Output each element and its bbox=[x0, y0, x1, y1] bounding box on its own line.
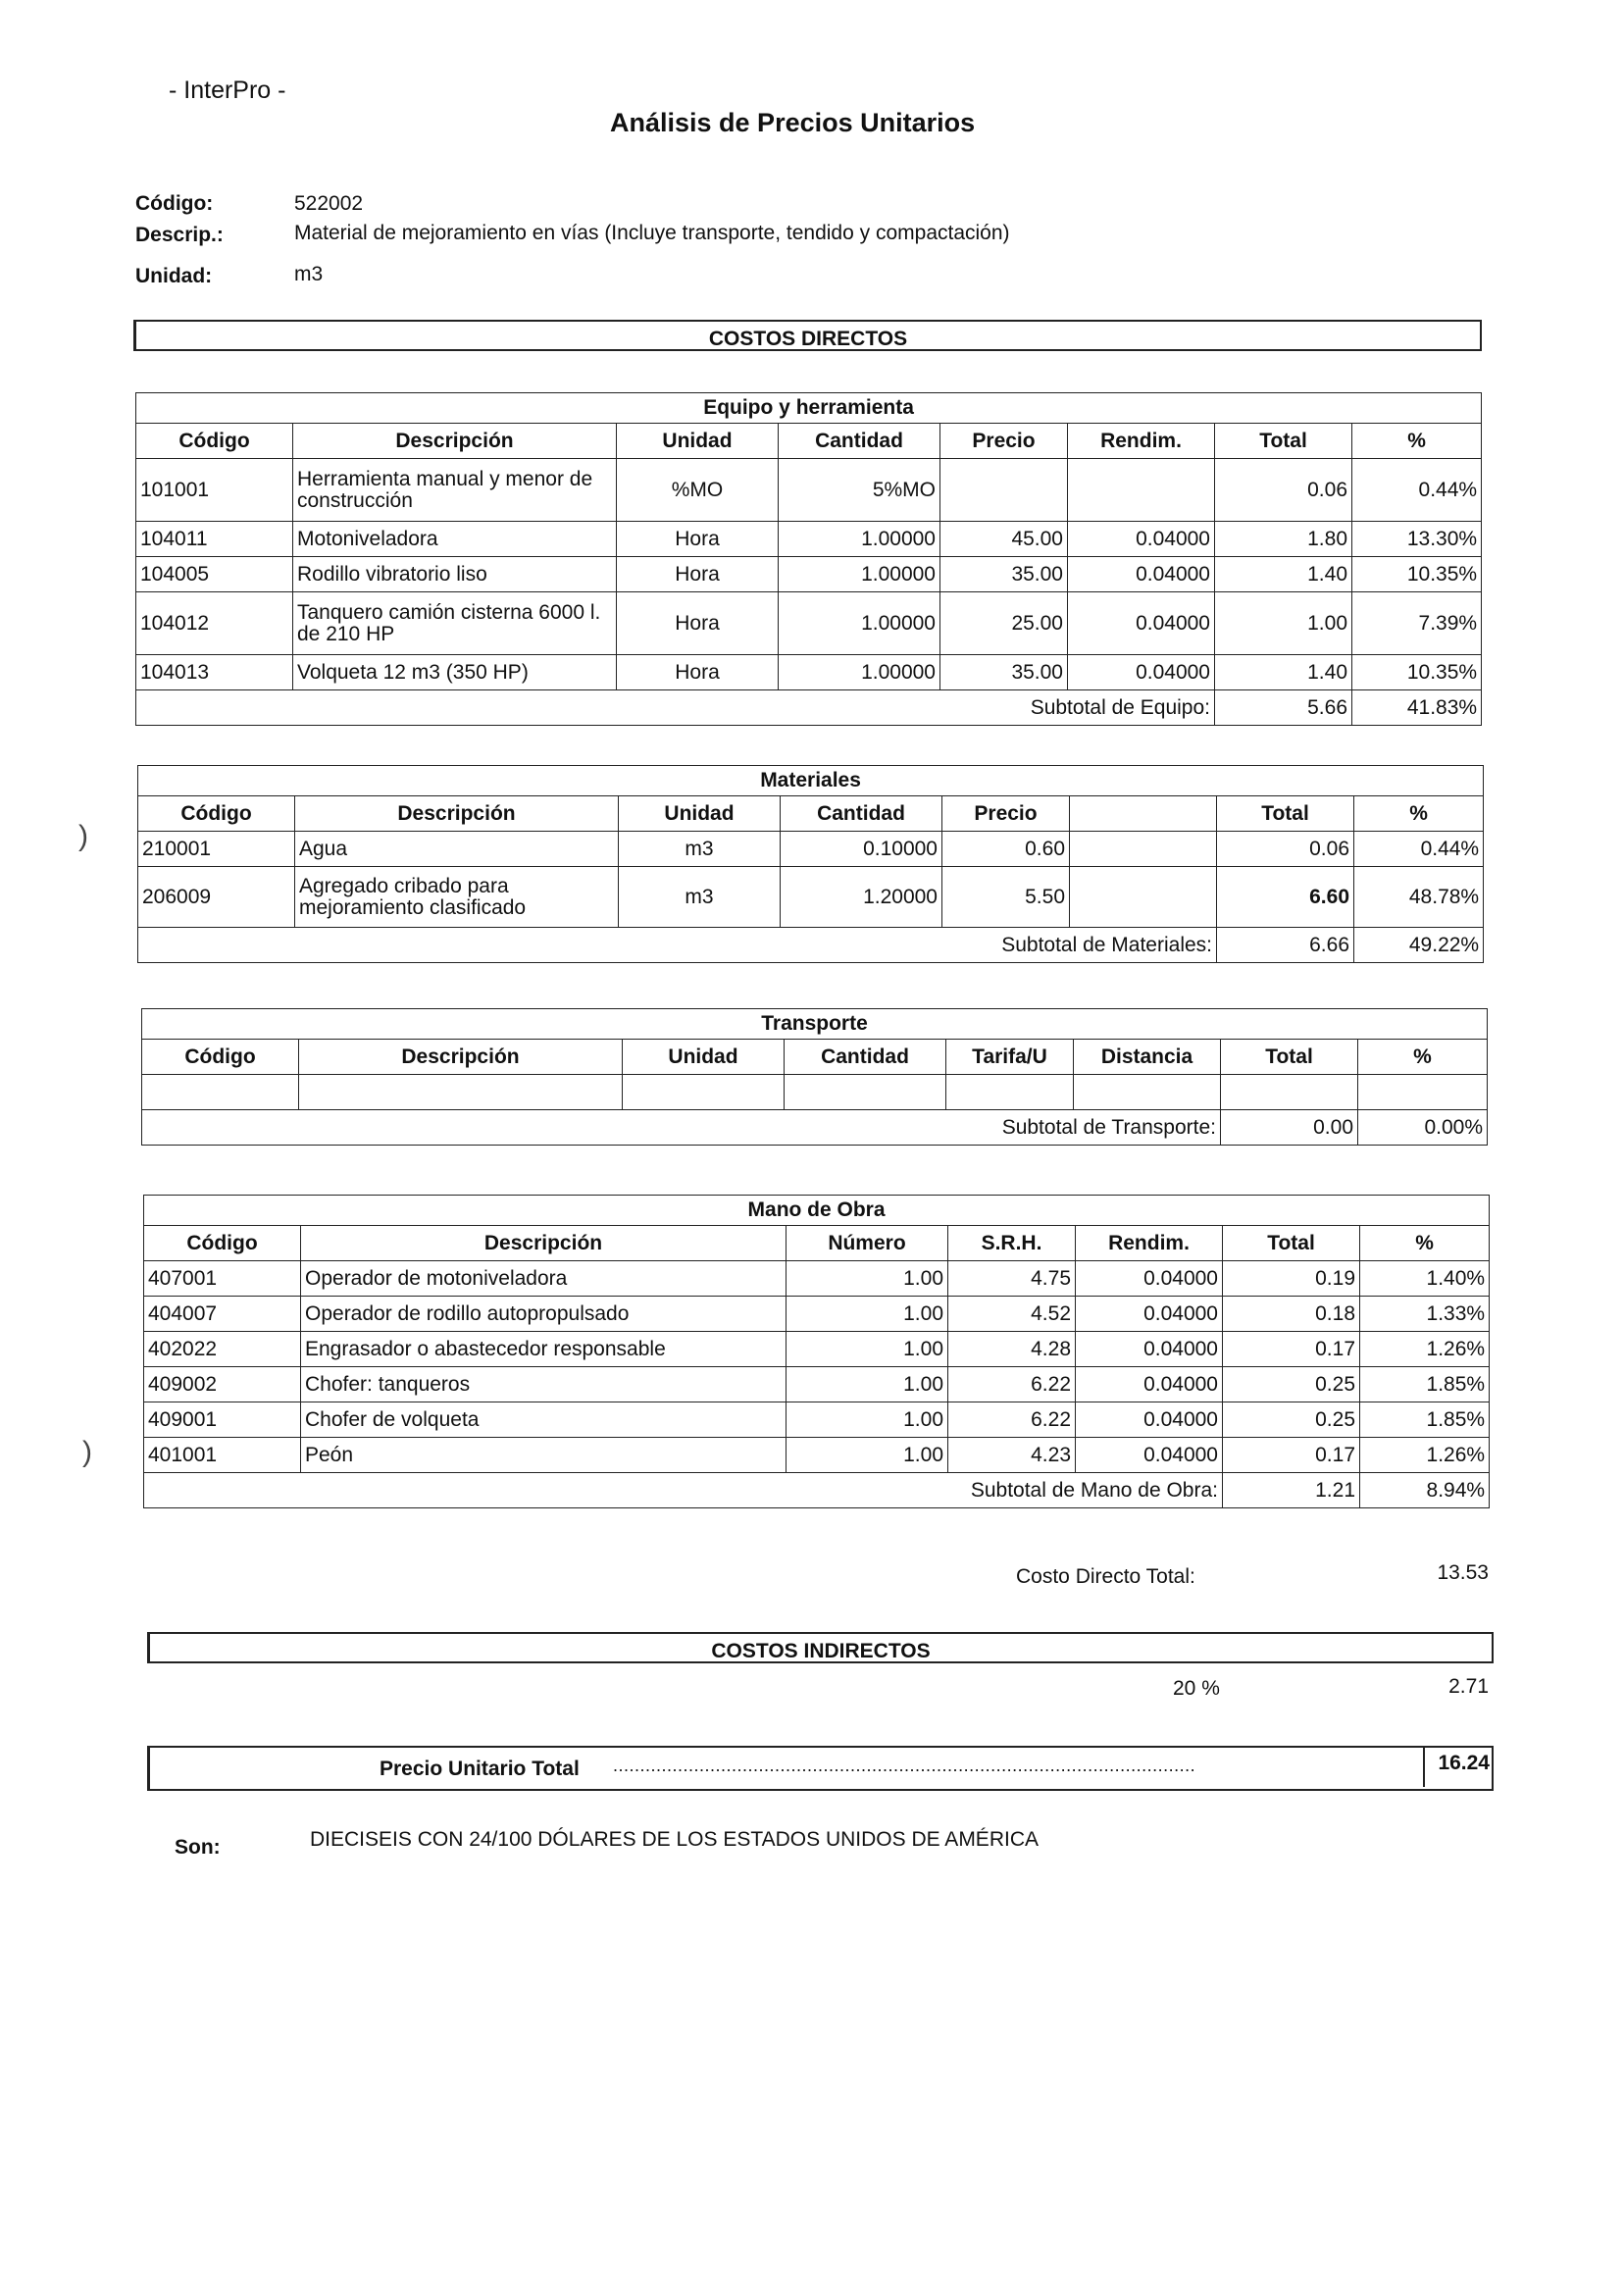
precio-unitario-label: Precio Unitario Total bbox=[380, 1758, 580, 1780]
brand-header: - InterPro - bbox=[169, 76, 286, 104]
cell-codigo: 104005 bbox=[136, 557, 293, 592]
table-row bbox=[144, 1261, 1490, 1297]
col-header: S.R.H. bbox=[948, 1226, 1076, 1261]
col-header: % bbox=[1352, 424, 1482, 459]
cell-pct: 10.35% bbox=[1352, 655, 1482, 690]
col-header: Tarifa/U bbox=[946, 1040, 1074, 1075]
cell-codigo: 401001 bbox=[144, 1438, 301, 1473]
cell-unidad: m3 bbox=[619, 832, 781, 867]
cell-precio: 45.00 bbox=[940, 522, 1068, 557]
cell-empty bbox=[1074, 1075, 1221, 1110]
cell-cantidad: 1.00000 bbox=[779, 522, 940, 557]
unidad-label: Unidad: bbox=[135, 265, 213, 287]
cell-cantidad: 0.10000 bbox=[781, 832, 942, 867]
cell-cantidad: 1.00000 bbox=[779, 592, 940, 655]
cell-descripcion: Rodillo vibratorio liso bbox=[293, 557, 617, 592]
cell-codigo: 409002 bbox=[144, 1367, 301, 1402]
costos-indirectos-title: COSTOS INDIRECTOS bbox=[711, 1640, 931, 1662]
cell-descripcion: Volqueta 12 m3 (350 HP) bbox=[293, 655, 617, 690]
subtotal-row bbox=[144, 1473, 1490, 1508]
cell-srh: 6.22 bbox=[948, 1367, 1076, 1402]
cell-numero: 1.00 bbox=[787, 1402, 948, 1438]
equipo-table bbox=[135, 392, 1482, 726]
cell-precio: 35.00 bbox=[940, 557, 1068, 592]
cell-empty bbox=[299, 1075, 623, 1110]
cell-rendim: 0.04000 bbox=[1076, 1367, 1223, 1402]
cell-total: 0.06 bbox=[1215, 459, 1352, 522]
son-text: DIECISEIS CON 24/100 DÓLARES DE LOS ESTADOS UNIDOS DE AMÉRICA bbox=[310, 1828, 1039, 1851]
col-header: Descripción bbox=[299, 1040, 623, 1075]
cell-pct: 1.26% bbox=[1360, 1332, 1490, 1367]
table-row bbox=[144, 1438, 1490, 1473]
table-row bbox=[136, 459, 1482, 522]
col-header: Descripción bbox=[295, 796, 619, 832]
mano-obra-title: Mano de Obra bbox=[144, 1196, 1490, 1226]
col-header: % bbox=[1354, 796, 1484, 832]
cell-precio: 0.60 bbox=[942, 832, 1070, 867]
cell-srh: 4.52 bbox=[948, 1297, 1076, 1332]
cell-rendim: 0.04000 bbox=[1076, 1438, 1223, 1473]
cell-pct: 1.85% bbox=[1360, 1367, 1490, 1402]
subtotal-value: 1.21 bbox=[1223, 1473, 1360, 1508]
table-row bbox=[136, 592, 1482, 655]
cell-rendim: 0.04000 bbox=[1068, 522, 1215, 557]
cell-codigo: 402022 bbox=[144, 1332, 301, 1367]
cell-pct: 48.78% bbox=[1354, 867, 1484, 928]
cell-pct: 1.85% bbox=[1360, 1402, 1490, 1438]
cell-srh: 4.75 bbox=[948, 1261, 1076, 1297]
col-header: Total bbox=[1217, 796, 1354, 832]
cell-total: 1.00 bbox=[1215, 592, 1352, 655]
col-header: Cantidad bbox=[785, 1040, 946, 1075]
cell-unidad: Hora bbox=[617, 592, 779, 655]
cell-precio bbox=[940, 459, 1068, 522]
cell-descripcion: Peón bbox=[301, 1438, 787, 1473]
col-header: Código bbox=[138, 796, 295, 832]
cell-descripcion: Tanquero camión cisterna 6000 l. de 210 HP bbox=[293, 592, 617, 655]
col-header: Total bbox=[1221, 1040, 1358, 1075]
cell-pct: 0.44% bbox=[1352, 459, 1482, 522]
col-header: Descripción bbox=[301, 1226, 787, 1261]
cell-empty bbox=[946, 1075, 1074, 1110]
cell-precio: 5.50 bbox=[942, 867, 1070, 928]
mano-obra-table bbox=[143, 1195, 1490, 1508]
col-header: Rendim. bbox=[1068, 424, 1215, 459]
cell-total: 0.25 bbox=[1223, 1402, 1360, 1438]
codigo-value: 522002 bbox=[294, 192, 364, 215]
col-header: % bbox=[1360, 1226, 1490, 1261]
cell-cantidad: 1.00000 bbox=[779, 655, 940, 690]
precio-unitario-box bbox=[147, 1746, 1494, 1791]
cell-descripcion: Chofer: tanqueros bbox=[301, 1367, 787, 1402]
cell-rendim: 0.04000 bbox=[1068, 557, 1215, 592]
subtotal-pct: 49.22% bbox=[1354, 928, 1484, 963]
page-title: Análisis de Precios Unitarios bbox=[610, 108, 976, 137]
cell-unidad: %MO bbox=[617, 459, 779, 522]
table-row bbox=[136, 557, 1482, 592]
subtotal-label: Subtotal de Materiales: bbox=[138, 928, 1217, 963]
table-row bbox=[144, 1367, 1490, 1402]
table-row bbox=[138, 832, 1484, 867]
cell-total: 0.17 bbox=[1223, 1332, 1360, 1367]
margin-mark: ) bbox=[78, 820, 88, 852]
cell-descripcion: Agregado cribado para mejoramiento clasificado bbox=[295, 867, 619, 928]
costos-directos-banner bbox=[133, 320, 1482, 351]
cell-rendim: 0.04000 bbox=[1076, 1332, 1223, 1367]
cell-unidad: Hora bbox=[617, 557, 779, 592]
cell-rendim bbox=[1068, 459, 1215, 522]
indirectos-value: 2.71 bbox=[1448, 1675, 1489, 1698]
transporte-title: Transporte bbox=[142, 1009, 1488, 1040]
cell-rendim: 0.04000 bbox=[1076, 1261, 1223, 1297]
cell-total: 0.17 bbox=[1223, 1438, 1360, 1473]
col-header: Total bbox=[1215, 424, 1352, 459]
codigo-label: Código: bbox=[135, 192, 214, 215]
col-header bbox=[1070, 796, 1217, 832]
table-row bbox=[136, 655, 1482, 690]
cell-unidad: m3 bbox=[619, 867, 781, 928]
col-header: Rendim. bbox=[1076, 1226, 1223, 1261]
table-row bbox=[144, 1332, 1490, 1367]
indirectos-pct: 20 % bbox=[1173, 1677, 1220, 1700]
cell-pct: 7.39% bbox=[1352, 592, 1482, 655]
col-header: Precio bbox=[940, 424, 1068, 459]
cell-cantidad: 1.00000 bbox=[779, 557, 940, 592]
subtotal-row bbox=[138, 928, 1484, 963]
subtotal-row bbox=[142, 1110, 1488, 1146]
col-header: Unidad bbox=[623, 1040, 785, 1075]
cell-descripcion: Agua bbox=[295, 832, 619, 867]
cell-pct: 0.44% bbox=[1354, 832, 1484, 867]
subtotal-value: 0.00 bbox=[1221, 1110, 1358, 1146]
cell-srh: 4.28 bbox=[948, 1332, 1076, 1367]
cell-total: 1.40 bbox=[1215, 557, 1352, 592]
col-header: % bbox=[1358, 1040, 1488, 1075]
cell-pct: 13.30% bbox=[1352, 522, 1482, 557]
cell-unidad: Hora bbox=[617, 522, 779, 557]
cell-descripcion: Engrasador o abastecedor responsable bbox=[301, 1332, 787, 1367]
cell-descripcion: Chofer de volqueta bbox=[301, 1402, 787, 1438]
descrip-label: Descrip.: bbox=[135, 224, 224, 246]
col-header: Distancia bbox=[1074, 1040, 1221, 1075]
cell-rendim: 0.04000 bbox=[1068, 592, 1215, 655]
subtotal-label: Subtotal de Equipo: bbox=[136, 690, 1215, 726]
margin-mark: ) bbox=[82, 1436, 92, 1468]
cell-codigo: 210001 bbox=[138, 832, 295, 867]
cell-codigo: 104012 bbox=[136, 592, 293, 655]
costo-directo-label: Costo Directo Total: bbox=[1016, 1565, 1195, 1588]
cell-empty bbox=[1358, 1075, 1488, 1110]
costos-indirectos-banner bbox=[147, 1632, 1494, 1663]
cell-pct: 1.33% bbox=[1360, 1297, 1490, 1332]
col-header: Descripción bbox=[293, 424, 617, 459]
cell-descripcion: Herramienta manual y menor de construcción bbox=[293, 459, 617, 522]
transporte-table bbox=[141, 1008, 1488, 1146]
cell-empty bbox=[1221, 1075, 1358, 1110]
table-row bbox=[144, 1402, 1490, 1438]
cell-pct: 1.26% bbox=[1360, 1438, 1490, 1473]
cell-codigo: 104011 bbox=[136, 522, 293, 557]
cell-cantidad: 1.20000 bbox=[781, 867, 942, 928]
subtotal-pct: 8.94% bbox=[1360, 1473, 1490, 1508]
cell-total: 0.19 bbox=[1223, 1261, 1360, 1297]
subtotal-value: 6.66 bbox=[1217, 928, 1354, 963]
unidad-value: m3 bbox=[294, 263, 324, 285]
cell-codigo: 409001 bbox=[144, 1402, 301, 1438]
cell-precio: 25.00 bbox=[940, 592, 1068, 655]
cell-blank bbox=[1070, 867, 1217, 928]
cell-cantidad: 5%MO bbox=[779, 459, 940, 522]
subtotal-pct: 0.00% bbox=[1358, 1110, 1488, 1146]
cell-codigo: 206009 bbox=[138, 867, 295, 928]
table-row bbox=[142, 1075, 1488, 1110]
subtotal-value: 5.66 bbox=[1215, 690, 1352, 726]
cell-total: 0.06 bbox=[1217, 832, 1354, 867]
cell-numero: 1.00 bbox=[787, 1367, 948, 1402]
col-header: Precio bbox=[942, 796, 1070, 832]
cell-pct: 10.35% bbox=[1352, 557, 1482, 592]
cell-unidad: Hora bbox=[617, 655, 779, 690]
col-header: Número bbox=[787, 1226, 948, 1261]
materiales-table bbox=[137, 765, 1484, 963]
col-header: Total bbox=[1223, 1226, 1360, 1261]
cell-rendim: 0.04000 bbox=[1076, 1297, 1223, 1332]
col-header: Unidad bbox=[617, 424, 779, 459]
col-header: Código bbox=[144, 1226, 301, 1261]
cell-empty bbox=[142, 1075, 299, 1110]
cell-descripcion: Operador de motoniveladora bbox=[301, 1261, 787, 1297]
cell-blank bbox=[1070, 832, 1217, 867]
col-header: Cantidad bbox=[779, 424, 940, 459]
cell-empty bbox=[623, 1075, 785, 1110]
subtotal-row bbox=[136, 690, 1482, 726]
cell-codigo: 101001 bbox=[136, 459, 293, 522]
cell-srh: 6.22 bbox=[948, 1402, 1076, 1438]
costo-directo-value: 13.53 bbox=[1437, 1561, 1489, 1584]
cell-descripcion: Operador de rodillo autopropulsado bbox=[301, 1297, 787, 1332]
cell-descripcion: Motoniveladora bbox=[293, 522, 617, 557]
cell-numero: 1.00 bbox=[787, 1297, 948, 1332]
cell-numero: 1.00 bbox=[787, 1438, 948, 1473]
table-row bbox=[136, 522, 1482, 557]
costos-directos-title: COSTOS DIRECTOS bbox=[708, 328, 908, 350]
cell-rendim: 0.04000 bbox=[1068, 655, 1215, 690]
cell-codigo: 104013 bbox=[136, 655, 293, 690]
precio-unitario-total: 16.24 bbox=[1423, 1748, 1492, 1787]
cell-total: 6.60 bbox=[1217, 867, 1354, 928]
cell-numero: 1.00 bbox=[787, 1332, 948, 1367]
subtotal-label: Subtotal de Mano de Obra: bbox=[144, 1473, 1223, 1508]
subtotal-pct: 41.83% bbox=[1352, 690, 1482, 726]
cell-total: 0.25 bbox=[1223, 1367, 1360, 1402]
descrip-value: Material de mejoramiento en vías (Incluye transporte, tendido y compactación) bbox=[294, 222, 1010, 244]
cell-numero: 1.00 bbox=[787, 1261, 948, 1297]
cell-rendim: 0.04000 bbox=[1076, 1402, 1223, 1438]
cell-srh: 4.23 bbox=[948, 1438, 1076, 1473]
cell-pct: 1.40% bbox=[1360, 1261, 1490, 1297]
cell-codigo: 407001 bbox=[144, 1261, 301, 1297]
cell-total: 0.18 bbox=[1223, 1297, 1360, 1332]
cell-empty bbox=[785, 1075, 946, 1110]
cell-total: 1.40 bbox=[1215, 655, 1352, 690]
col-header: Cantidad bbox=[781, 796, 942, 832]
subtotal-label: Subtotal de Transporte: bbox=[142, 1110, 1221, 1146]
col-header: Código bbox=[142, 1040, 299, 1075]
col-header: Código bbox=[136, 424, 293, 459]
cell-precio: 35.00 bbox=[940, 655, 1068, 690]
materiales-title: Materiales bbox=[138, 766, 1484, 796]
col-header: Unidad bbox=[619, 796, 781, 832]
cell-total: 1.80 bbox=[1215, 522, 1352, 557]
son-label: Son: bbox=[175, 1836, 221, 1859]
precio-unitario-dots: ............................................................................................................ bbox=[613, 1756, 1196, 1775]
equipo-title: Equipo y herramienta bbox=[136, 393, 1482, 424]
table-row bbox=[144, 1297, 1490, 1332]
table-row bbox=[138, 867, 1484, 928]
cell-codigo: 404007 bbox=[144, 1297, 301, 1332]
